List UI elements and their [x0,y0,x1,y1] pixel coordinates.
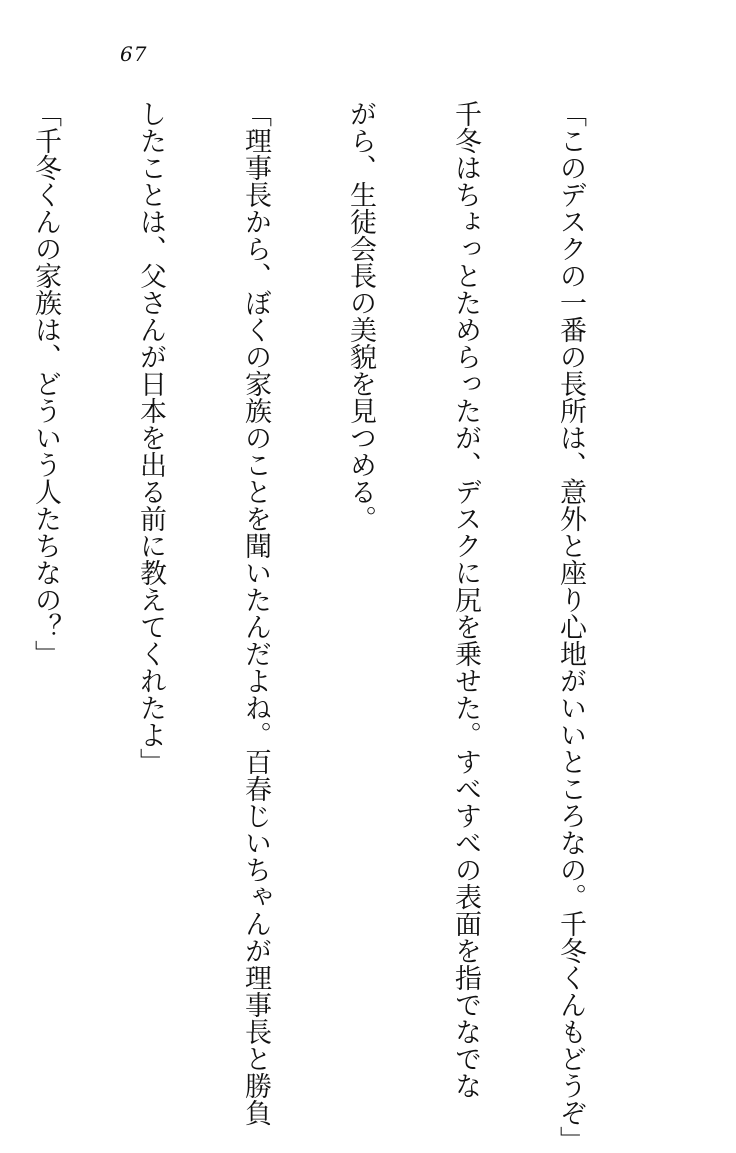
text-line: 「このデスクの一番の長所は、意外と座り心地がいいところなの。千冬くんもどうぞ」 [555,100,586,1153]
text-line: 千冬はちょっとためらったが、デスクに尻を乗せた。すべすべの表面を指でなでな [450,100,481,1099]
text-line: 「理事長から、ぼくの家族のことを聞いたんだよね。百春じいちゃんが理事長と勝負 [240,100,271,1126]
text-line: したことは、父さんが日本を出る前に教えてくれたよ」 [135,100,166,775]
vertical-text-body [30,100,658,1153]
page-number: 67 [120,42,148,66]
text-line: 「千冬くんの家族は、どういう人たちなの？」 [30,100,61,667]
text-line: がら、生徒会長の美貌を見つめる。 [345,100,376,532]
